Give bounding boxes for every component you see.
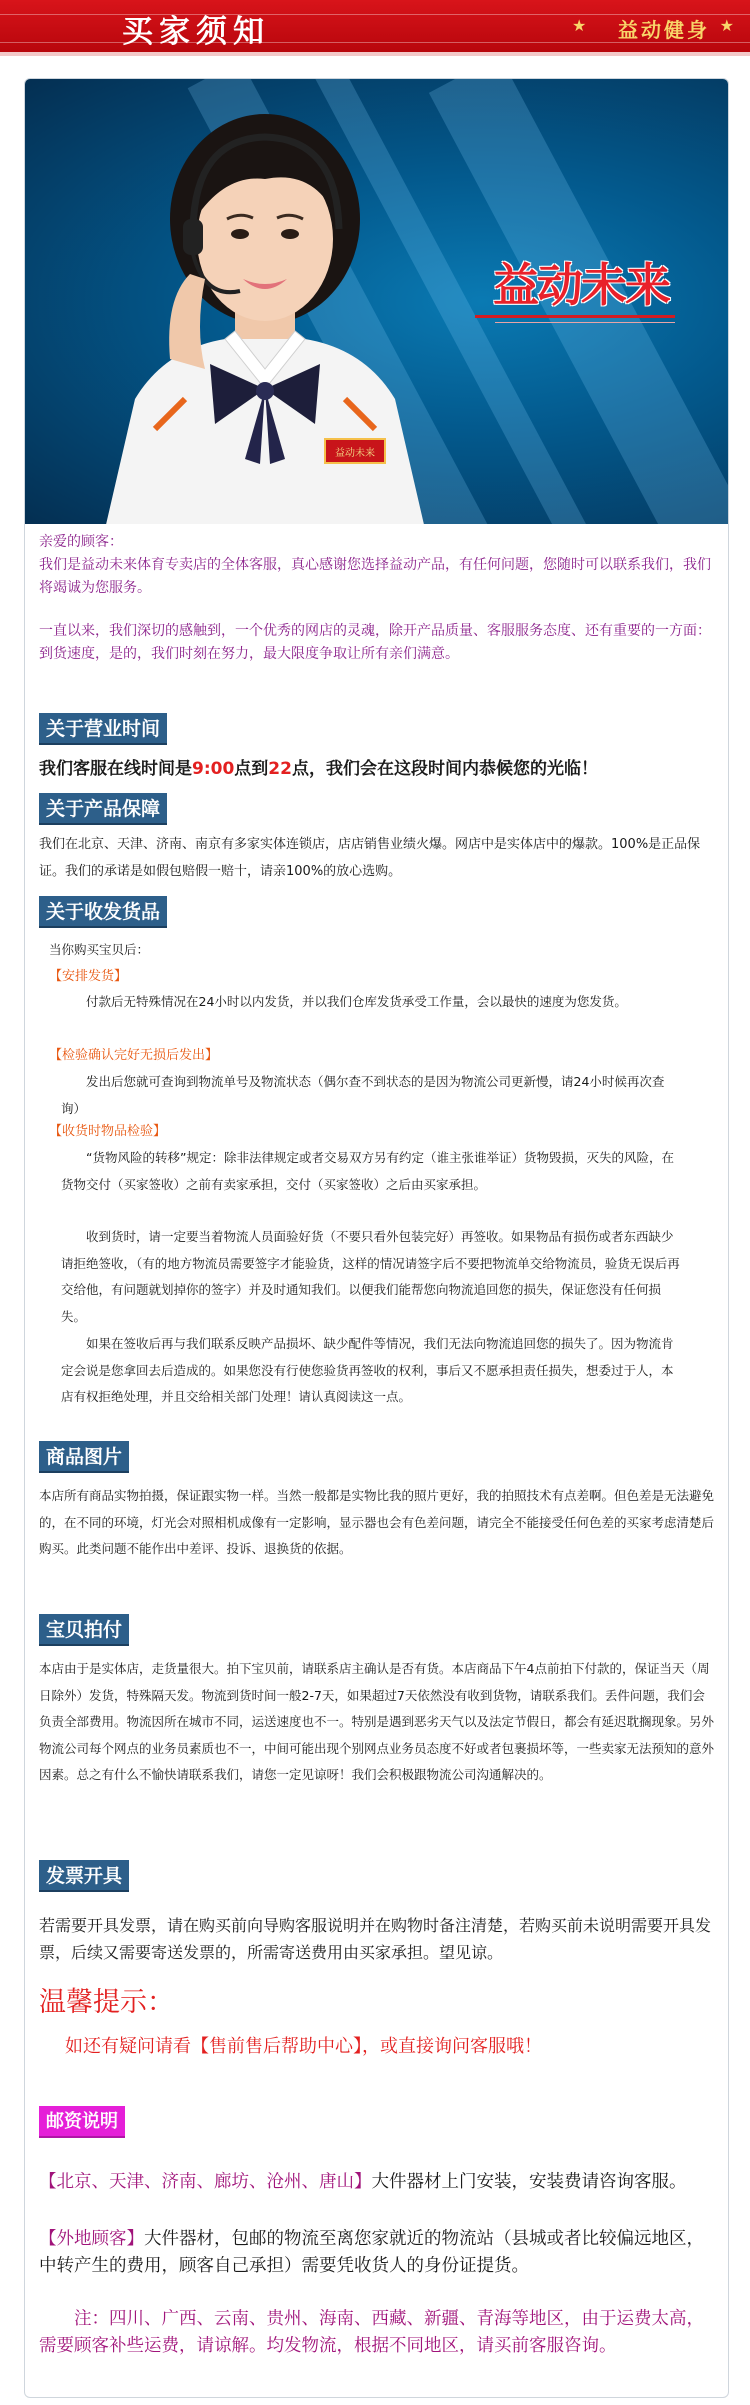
- product-images-text: 本店所有商品实物拍摄，保证跟实物一样。当然一般都是实物比我的照片更好，我的拍照技术有点差啊。但色差是无法避免的，在不同的环境，灯光会对照相机成像有一定影响，显示器也会有色差问题，请完全不能接受任何色差的买家考虑清楚后购买。此类问题不能作出中差评、投诉、退换货的依据。: [39, 1488, 715, 1556]
- postage-rest-2: 大件器材，包邮的物流至离您家就近的物流站（县城或者比较偏远地区，中转产生的费用，顾客自己承担）需要凭收货人的身份证提货。: [39, 2229, 704, 2276]
- hero-banner: [25, 79, 728, 524]
- shipping-text-5: 如果在签收后再与我们联系反映产品损坏、缺少配件等情况，我们无法向物流追回您的损失了。因为物流肯定会说是您拿回去后造成的。如果您没有行使您验货再签收的权利，事后又不愿承担责任损失，想委过于人，本店有权拒绝处理，并且交给相关部门处理！请认真阅读这一点。: [61, 1336, 674, 1404]
- shipping-text-2: 发出后您就可查询到物流单号及物流状态（偶尔查不到状态的是因为物流公司更新慢，请24小时候再次查询）: [61, 1074, 665, 1116]
- brand-label: 益动健身: [618, 18, 710, 42]
- postage-text-3: 注：四川、广西、云南、贵州、海南、西藏、新疆、青海等地区，由于运费太高，需要顾客补些运费，请谅解。均发物流，根据不同地区，请买前客服咨询。: [39, 2309, 704, 2356]
- postage-highlight-1: 【北京、天津、济南、廊坊、沧州、唐山】: [39, 2172, 372, 2192]
- greeting-text-2: 一直以来，我们深切的感触到，一个优秀的网店的灵魂，除开产品质量、客服服务态度、还有重要的一方面：到货速度，是的，我们时刻在努力，最大限度争取让所有亲们满意。: [39, 623, 711, 662]
- logo-underline: [475, 315, 675, 318]
- hours-suffix: 点，我们会在这段时间内恭候您的光临！: [291, 759, 598, 779]
- greeting-text-1: 我们是益动未来体育专卖店的全体客服，真心感谢您选择益动产品，有任何问题，您随时可以联系我们，我们将竭诚为您服务。: [39, 557, 711, 596]
- header-bar: [0, 0, 750, 56]
- hours-end: 22: [268, 759, 292, 779]
- shipping-heading-2: 【检验确认完好无损后发出】: [49, 1048, 219, 1063]
- section-title-postage: 邮资说明: [39, 2106, 125, 2138]
- postage-text-1: [39, 2169, 717, 2196]
- section-title-invoice: 发票开具: [39, 1860, 129, 1892]
- postage-rest-1: 大件器材上门安装，安装费请咨询客服。: [371, 2172, 687, 2192]
- content-card: [24, 78, 729, 2398]
- section-title-guarantee: 关于产品保障: [39, 793, 167, 825]
- section-title-product-images: 商品图片: [39, 1441, 129, 1473]
- logo-underline: [495, 322, 675, 323]
- warm-tip-title: 温馨提示：: [39, 1987, 174, 2018]
- guarantee-text: 我们在北京、天津、济南、南京有多家实体连锁店，店店销售业绩火爆。网店中是实体店中的爆款。100%是正品保证。我们的承诺是如假包赔假一赔十，请亲100%的放心选购。: [39, 837, 701, 879]
- section-title-shipping: 关于收发货品: [39, 896, 167, 928]
- shipping-intro: 当你购买宝贝后：: [49, 942, 150, 957]
- shipping-heading-1: 【安排发货】: [49, 969, 128, 984]
- hours-mid: 点到: [234, 759, 269, 779]
- customer-service-agent-image: [95, 99, 435, 524]
- section-title-ordering: 宝贝拍付: [39, 1614, 129, 1646]
- badge-text: 益动未来: [335, 448, 375, 459]
- shipping-text-1: 付款后无特殊情况在24小时以内发货，并以我们仓库发货承受工作量，会以最快的速度为您发货。: [86, 994, 627, 1009]
- section-title-hours: 关于营业时间: [39, 713, 167, 745]
- hours-start: 9:00: [192, 759, 235, 779]
- shipping-text-4: 收到货时，请一定要当着物流人员面验好货（不要只看外包装完好）再签收。如果物品有损伤或者东西缺少请拒绝签收，（有的地方物流员需要签字才能验货，这样的情况请签字后不要把物流单交给物流员，验货无误后再交给他，有问题就划掉你的签字）并及时通知我们。以便我们能帮您向物流追回您的损失，保证您没有任何损失。: [61, 1229, 680, 1324]
- star-icon: ★: [572, 16, 587, 35]
- page-title: 买家须知: [122, 14, 270, 50]
- brand-logo: 益动未来: [493, 258, 669, 312]
- postage-text-2: [39, 2226, 717, 2279]
- hours-prefix: 我们客服在线时间是: [39, 759, 192, 779]
- shipping-heading-3: 【收货时物品检验】: [49, 1124, 167, 1139]
- greeting-salutation: 亲爱的顾客：: [39, 534, 123, 550]
- invoice-text: 若需要开具发票，请在购买前向导购客服说明并在购物时备注清楚，若购买前未说明需要开具发票，后续又需要寄送发票的，所需寄送费用由买家承担。望见谅。: [39, 1916, 712, 1962]
- business-hours-text: [39, 756, 717, 782]
- postage-highlight-2: 【外地顾客】: [39, 2229, 144, 2249]
- shipping-text-3: “货物风险的转移”规定：除非法律规定或者交易双方另有约定（谁主张谁举证）货物毁损，灭失的风险，在货物交付（买家签收）之前有卖家承担，交付（买家签收）之后由买家承担。: [61, 1150, 674, 1192]
- star-icon: ★: [719, 16, 734, 35]
- warm-tip-text: 如还有疑问请看【售前售后帮助中心】，或直接询问客服哦！: [65, 2036, 542, 2057]
- ordering-text: 本店由于是实体店，走货量很大。拍下宝贝前，请联系店主确认是否有货。本店商品下午4点前拍下付款的，保证当天（周日除外）发货，特殊隔天发。物流到货时间一般2-7天，如果超过7天依然没有收到货物，请联系我们。丢件问题，我们会负责全部费用。物流因所在城市不同，运送速度也不一。特别是遇到恶劣天气以及法定节假日，都会有延迟耽搁现象。另外物流公司每个网点的业务员素质也不一，中间可能出现个别网点业务员态度不好或者包裹损坏等，一些卖家无法预知的意外因素。总之有什么不愉快请联系我们，请您一定见谅呀！我们会积极跟物流公司沟通解决的。: [39, 1661, 715, 1782]
